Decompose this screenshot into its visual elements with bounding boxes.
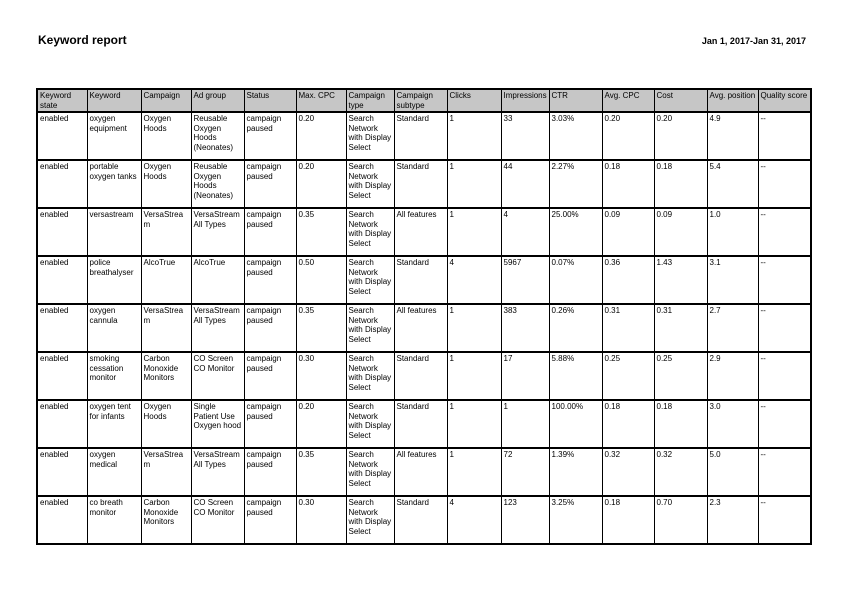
table-cell: campaign paused — [244, 352, 296, 400]
table-cell: campaign paused — [244, 256, 296, 304]
table-cell: Search Network with Display Select — [346, 496, 394, 544]
table-cell: AlcoTrue — [191, 256, 244, 304]
table-cell: Carbon Monoxide Monitors — [141, 496, 191, 544]
table-cell: Oxygen Hoods — [141, 160, 191, 208]
table-cell: 0.20 — [602, 112, 654, 160]
table-cell: 5.88% — [549, 352, 602, 400]
table-cell: VersaStream — [141, 448, 191, 496]
table-cell: Standard — [394, 400, 447, 448]
table-body — [37, 112, 811, 544]
table-cell: VersaStream All Types — [191, 208, 244, 256]
table-cell: Search Network with Display Select — [346, 304, 394, 352]
table-cell: 0.70 — [654, 496, 707, 544]
column-header: Impressions — [501, 89, 549, 112]
table-cell: VersaStream All Types — [191, 304, 244, 352]
table-cell: 1.39% — [549, 448, 602, 496]
table-cell: 1 — [447, 304, 501, 352]
table-cell: Standard — [394, 352, 447, 400]
table-cell: 1 — [447, 160, 501, 208]
table-cell: 0.32 — [602, 448, 654, 496]
table-cell: Search Network with Display Select — [346, 160, 394, 208]
table-cell: 3.0 — [707, 400, 758, 448]
table-cell: 3.03% — [549, 112, 602, 160]
table-cell: AlcoTrue — [141, 256, 191, 304]
table-cell: 0.18 — [602, 400, 654, 448]
table-cell: Reusable Oxygen Hoods (Neonates) — [191, 160, 244, 208]
table-cell: Oxygen Hoods — [141, 112, 191, 160]
table-cell: Search Network with Display Select — [346, 400, 394, 448]
table-cell: enabled — [37, 304, 87, 352]
table-cell: -- — [758, 304, 811, 352]
column-header: Campaign — [141, 89, 191, 112]
table-cell: enabled — [37, 160, 87, 208]
table-cell: 0.18 — [602, 160, 654, 208]
table-cell: 0.26% — [549, 304, 602, 352]
column-header: Campaign subtype — [394, 89, 447, 112]
table-cell: 0.20 — [296, 160, 346, 208]
date-range: Jan 1, 2017-Jan 31, 2017 — [701, 36, 806, 46]
column-header: Campaign type — [346, 89, 394, 112]
table-cell: Oxygen Hoods — [141, 400, 191, 448]
table-cell: All features — [394, 304, 447, 352]
table-cell: 0.09 — [654, 208, 707, 256]
table-cell: police breathalyser — [87, 256, 141, 304]
table-cell: campaign paused — [244, 208, 296, 256]
table-cell: 0.36 — [602, 256, 654, 304]
table-cell: 1.43 — [654, 256, 707, 304]
table-cell: enabled — [37, 112, 87, 160]
table-cell: CO Screen CO Monitor — [191, 352, 244, 400]
table-cell: versastream — [87, 208, 141, 256]
table-cell: 4 — [447, 256, 501, 304]
column-header: Keyword state — [37, 89, 87, 112]
table-cell: 44 — [501, 160, 549, 208]
table-cell: oxygen medical — [87, 448, 141, 496]
table-row — [37, 400, 811, 448]
table-cell: Search Network with Display Select — [346, 112, 394, 160]
table-cell: 0.25 — [602, 352, 654, 400]
table-cell: 4 — [447, 496, 501, 544]
table-cell: 2.9 — [707, 352, 758, 400]
table-cell: enabled — [37, 448, 87, 496]
table-cell: 0.31 — [654, 304, 707, 352]
table-cell: 0.30 — [296, 352, 346, 400]
table-cell: -- — [758, 208, 811, 256]
table-cell: 3.1 — [707, 256, 758, 304]
table-row — [37, 448, 811, 496]
table-cell: 0.09 — [602, 208, 654, 256]
table-cell: enabled — [37, 400, 87, 448]
table-cell: 2.7 — [707, 304, 758, 352]
table-cell: VersaStream — [141, 208, 191, 256]
table-cell: 0.32 — [654, 448, 707, 496]
table-cell: 0.25 — [654, 352, 707, 400]
table-cell: -- — [758, 448, 811, 496]
table-cell: campaign paused — [244, 112, 296, 160]
table-cell: 0.18 — [654, 160, 707, 208]
table-cell: campaign paused — [244, 400, 296, 448]
column-header: Ad group — [191, 89, 244, 112]
table-cell: 0.31 — [602, 304, 654, 352]
column-header: Status — [244, 89, 296, 112]
table-cell: 2.27% — [549, 160, 602, 208]
table-cell: 0.18 — [654, 400, 707, 448]
table-cell: 1 — [447, 208, 501, 256]
table-cell: 0.20 — [296, 112, 346, 160]
table-cell: Standard — [394, 496, 447, 544]
table-cell: 0.30 — [296, 496, 346, 544]
table-cell: campaign paused — [244, 496, 296, 544]
table-cell: -- — [758, 256, 811, 304]
table-cell: portable oxygen tanks — [87, 160, 141, 208]
table-cell: -- — [758, 112, 811, 160]
table-cell: enabled — [37, 352, 87, 400]
table-cell: VersaStream — [141, 304, 191, 352]
table-cell: Reusable Oxygen Hoods (Neonates) — [191, 112, 244, 160]
table-row — [37, 256, 811, 304]
table-cell: co breath monitor — [87, 496, 141, 544]
column-header: Quality score — [758, 89, 811, 112]
table-cell: 0.35 — [296, 448, 346, 496]
keyword-report-table — [36, 88, 812, 545]
table-cell: 72 — [501, 448, 549, 496]
table-cell: 17 — [501, 352, 549, 400]
table-row — [37, 208, 811, 256]
table-cell: 0.20 — [296, 400, 346, 448]
table-cell: 1 — [447, 400, 501, 448]
table-cell: 0.07% — [549, 256, 602, 304]
table-cell: 1 — [447, 112, 501, 160]
table-cell: 1 — [447, 352, 501, 400]
table-row — [37, 352, 811, 400]
table-row — [37, 160, 811, 208]
column-header: Cost — [654, 89, 707, 112]
table-cell: CO Screen CO Monitor — [191, 496, 244, 544]
table-cell: Standard — [394, 256, 447, 304]
table-cell: oxygen tent for infants — [87, 400, 141, 448]
table-cell: 3.25% — [549, 496, 602, 544]
table-cell: 5.0 — [707, 448, 758, 496]
table-cell: Search Network with Display Select — [346, 256, 394, 304]
table-cell: Carbon Monoxide Monitors — [141, 352, 191, 400]
table-cell: 4.9 — [707, 112, 758, 160]
table-cell: enabled — [37, 256, 87, 304]
table-cell: 1 — [447, 448, 501, 496]
table-cell: Search Network with Display Select — [346, 448, 394, 496]
table-cell: 5967 — [501, 256, 549, 304]
table-cell: 1 — [501, 400, 549, 448]
table-cell: VersaStream All Types — [191, 448, 244, 496]
table-cell: Standard — [394, 160, 447, 208]
table-cell: -- — [758, 160, 811, 208]
table-row — [37, 112, 811, 160]
table-cell: Standard — [394, 112, 447, 160]
table-cell: campaign paused — [244, 160, 296, 208]
table-cell: Single Patient Use Oxygen hood — [191, 400, 244, 448]
column-header: Avg. position — [707, 89, 758, 112]
table-cell: 1.0 — [707, 208, 758, 256]
table-cell: 25.00% — [549, 208, 602, 256]
table-cell: 0.18 — [602, 496, 654, 544]
table-cell: campaign paused — [244, 448, 296, 496]
table-cell: enabled — [37, 496, 87, 544]
table-cell: enabled — [37, 208, 87, 256]
column-header: Keyword — [87, 89, 141, 112]
table-cell: 100.00% — [549, 400, 602, 448]
table-cell: Search Network with Display Select — [346, 208, 394, 256]
table-cell: 4 — [501, 208, 549, 256]
page-title: Keyword report — [38, 33, 127, 47]
table-cell: 0.20 — [654, 112, 707, 160]
table-cell: campaign paused — [244, 304, 296, 352]
table-row — [37, 304, 811, 352]
table-row — [37, 496, 811, 544]
table-cell: oxygen cannula — [87, 304, 141, 352]
column-header: CTR — [549, 89, 602, 112]
table-cell: 33 — [501, 112, 549, 160]
table-cell: -- — [758, 496, 811, 544]
table-cell: oxygen equipment — [87, 112, 141, 160]
table-cell: 0.35 — [296, 208, 346, 256]
column-header: Avg. CPC — [602, 89, 654, 112]
table-cell: smoking cessation monitor — [87, 352, 141, 400]
table-cell: All features — [394, 448, 447, 496]
column-header: Clicks — [447, 89, 501, 112]
table-cell: All features — [394, 208, 447, 256]
table-cell: 5.4 — [707, 160, 758, 208]
table-cell: 0.50 — [296, 256, 346, 304]
table-cell: 0.35 — [296, 304, 346, 352]
table-cell: -- — [758, 352, 811, 400]
table-cell: 123 — [501, 496, 549, 544]
table-cell: -- — [758, 400, 811, 448]
table-cell: 383 — [501, 304, 549, 352]
column-header: Max. CPC — [296, 89, 346, 112]
table-header-row — [37, 89, 811, 112]
table-cell: Search Network with Display Select — [346, 352, 394, 400]
table-cell: 2.3 — [707, 496, 758, 544]
